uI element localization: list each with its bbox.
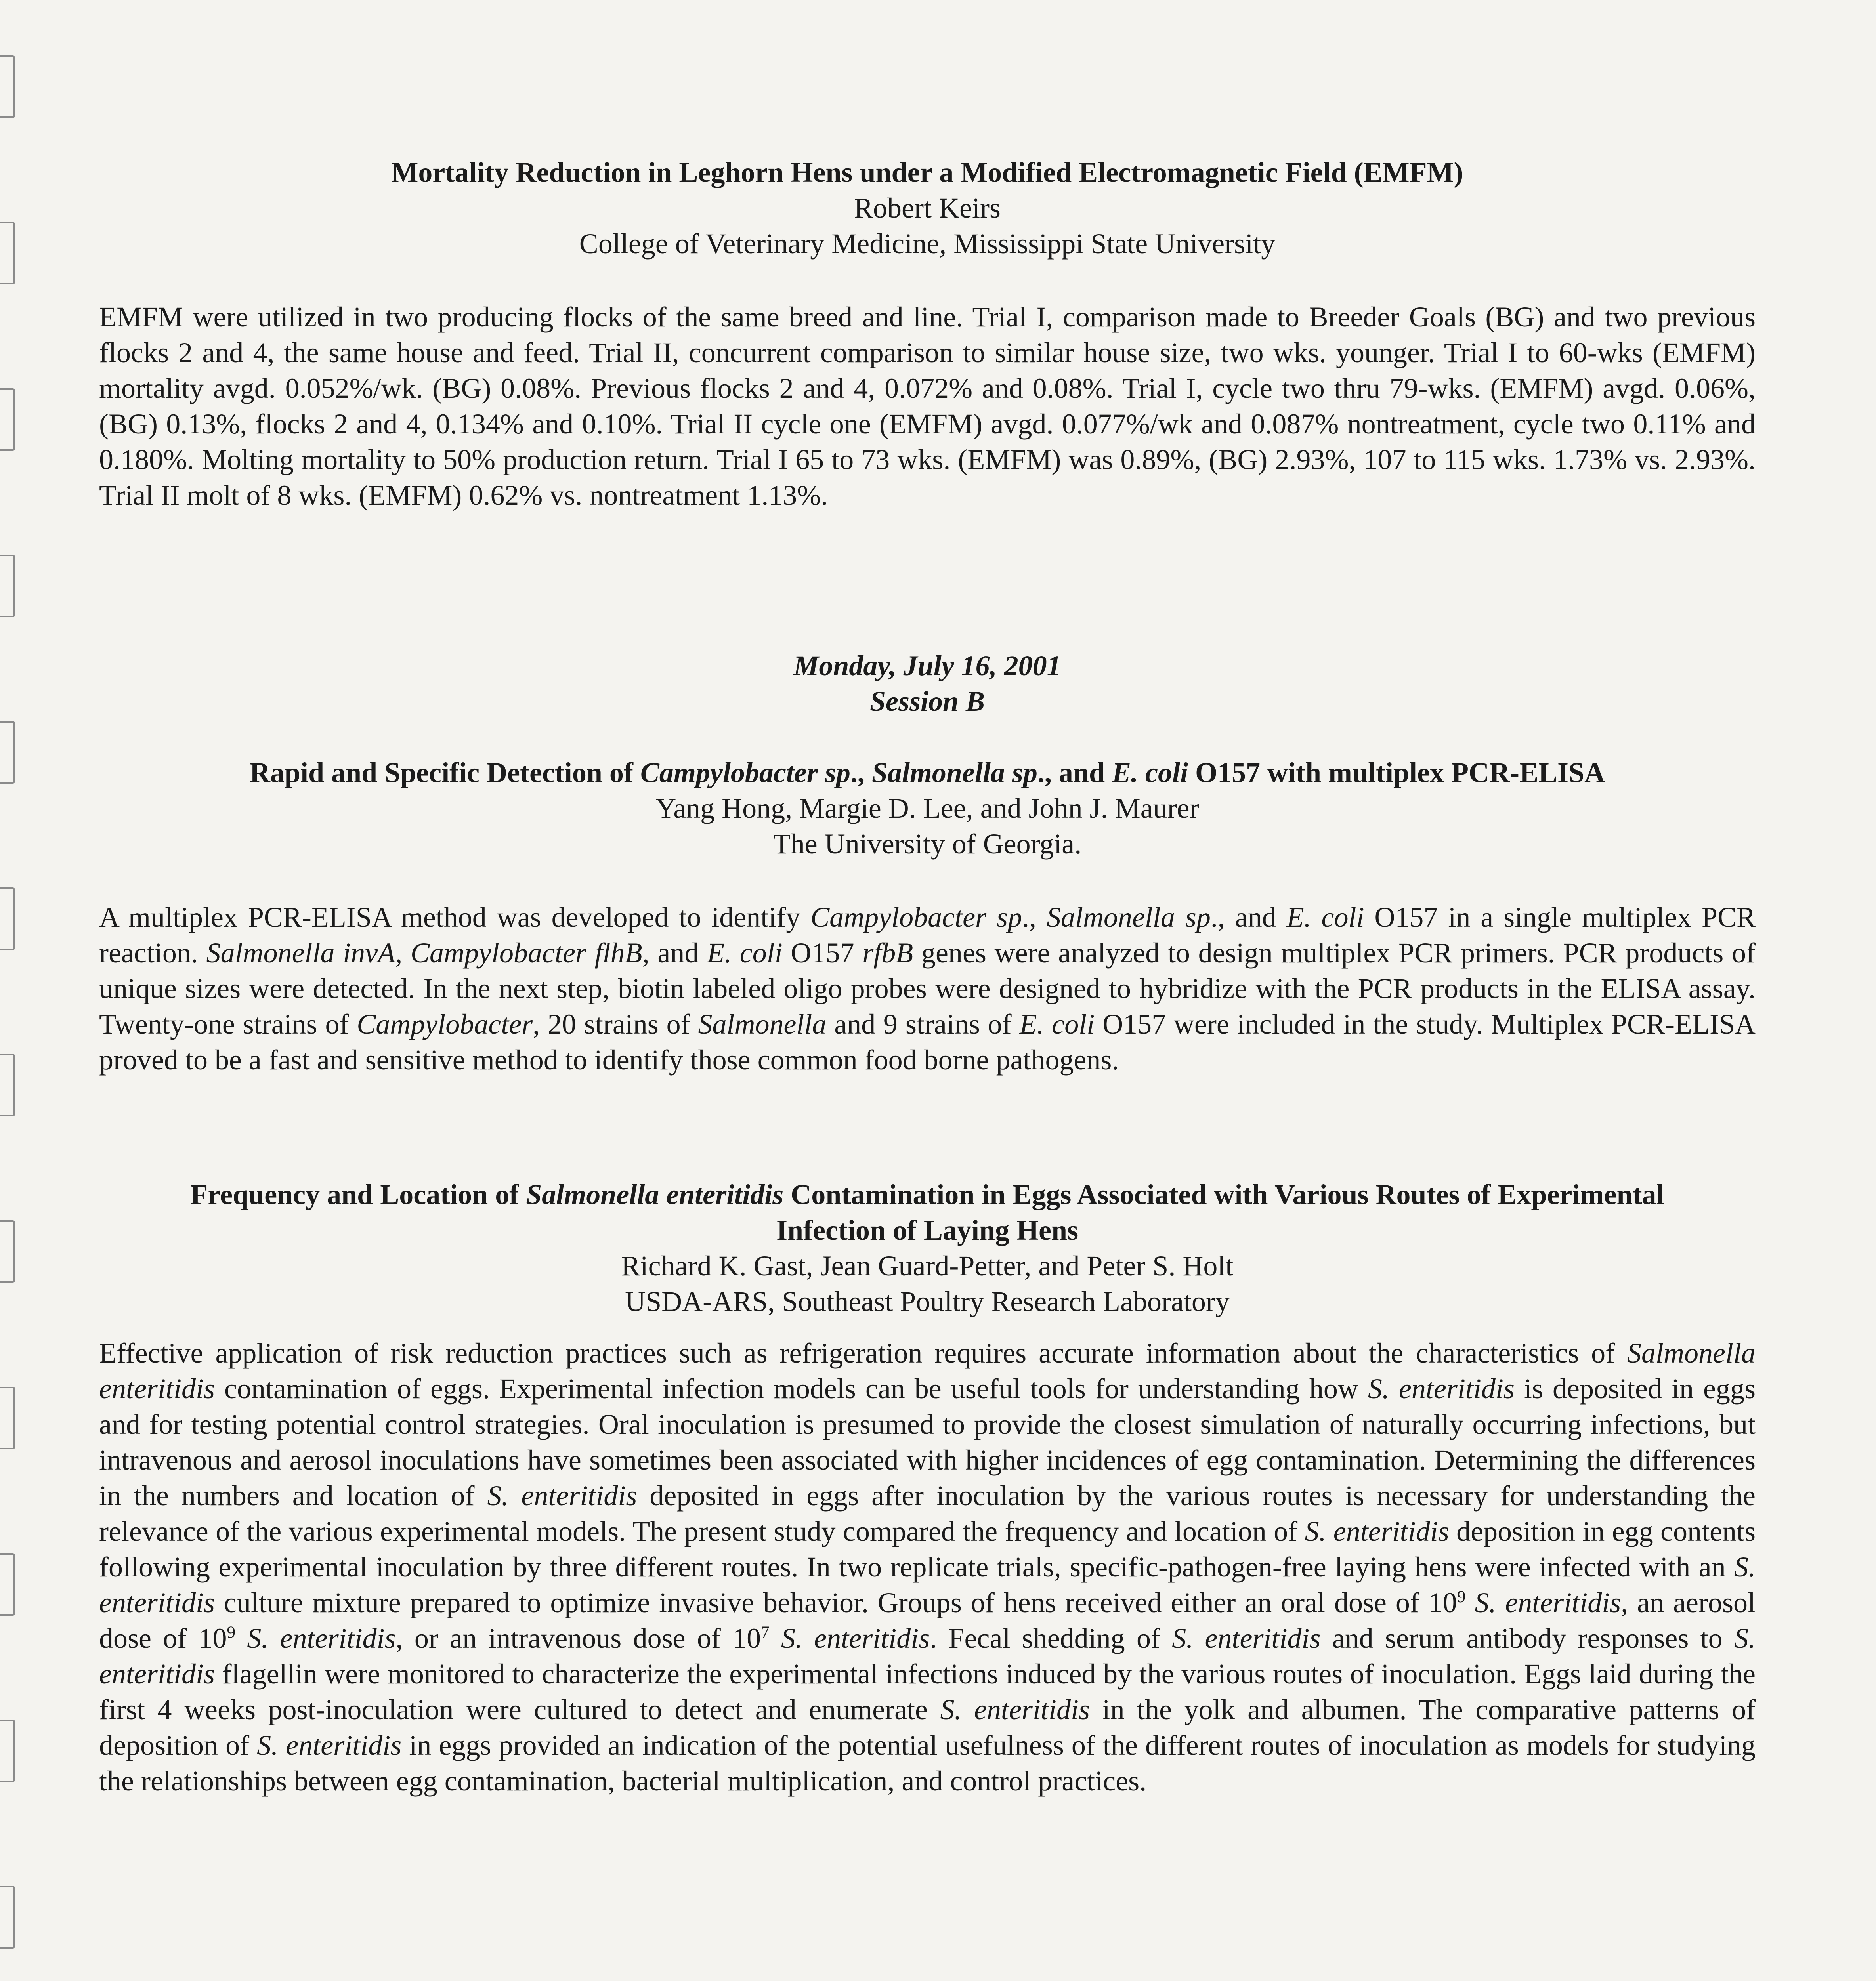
binding-ring	[0, 1720, 15, 1782]
article-abstract: A multiplex PCR-ELISA method was developed to identify Campylobacter sp., Salmonella sp., and E. coli O157 in a single multiplex PCR reaction. Salmonella invA, Campylobacter flhB, and E. coli O157 rfbB genes were analyzed to design multiplex PCR primers. PCR products of unique sizes were detected. In the next step, biotin labeled oligo probes were designed to hybridize with the PCR products in the ELISA assay. Twenty-one strains of Campylobacter, 20 strains of Salmonella and 9 strains of E. coli O157 were included in the study. Multiplex PCR-ELISA proved to be a fast and sensitive method to identify those common food borne pathogens.	[99, 901, 1756, 1076]
article-emfm	[99, 155, 1756, 513]
session-date: Monday, July 16, 2001	[793, 650, 1061, 681]
article-affiliation: USDA-ARS, Southeast Poultry Research Laboratory	[625, 1286, 1230, 1317]
article-title: Frequency and Location of Salmonella enteritidis Contamination in Eggs Associated with Various Routes of Experimental Infection of Laying Hens	[190, 1179, 1664, 1246]
binding-ring	[0, 1220, 15, 1283]
binding-ring	[0, 222, 15, 284]
article-affiliation: The University of Georgia.	[773, 828, 1082, 860]
document-page	[99, 155, 1756, 1799]
binding-ring	[0, 1886, 15, 1949]
article-authors: Richard K. Gast, Jean Guard-Petter, and Peter S. Holt	[621, 1250, 1234, 1282]
session-name: Session B	[869, 685, 985, 717]
article-salmonella-eggs	[99, 1177, 1756, 1799]
article-pcr-elisa	[99, 755, 1756, 1078]
article-title: Rapid and Specific Detection of Campylobacter sp., Salmonella sp., and E. coli O157 with multiplex PCR-ELISA	[249, 757, 1605, 788]
binding-ring	[0, 555, 15, 617]
binding-ring	[0, 55, 15, 118]
article-authors: Yang Hong, Margie D. Lee, and John J. Maurer	[655, 792, 1199, 824]
article-title: Mortality Reduction in Leghorn Hens under a Modified Electromagnetic Field (EMFM)	[391, 156, 1463, 188]
article-affiliation: College of Veterinary Medicine, Mississippi State University	[579, 228, 1276, 260]
spiral-binding	[0, 0, 24, 1981]
binding-ring	[0, 388, 15, 451]
article-author: Robert Keirs	[854, 192, 1001, 224]
binding-ring	[0, 1387, 15, 1449]
binding-ring	[0, 721, 15, 784]
binding-ring	[0, 887, 15, 950]
binding-ring	[0, 1054, 15, 1116]
session-header	[99, 648, 1756, 719]
binding-ring	[0, 1553, 15, 1616]
article-abstract: Effective application of risk reduction practices such as refrigeration requires accurate information about the characteristics of Salmonella enteritidis contamination of eggs. Experimental infection models can be useful tools for understanding how S. enteritidis is deposited in eggs and for testing potential control strategies. Oral inoculation is presumed to provide the closest simulation of naturally occurring infections, but intravenous and aerosol inoculations have sometimes been associated with higher incidences of egg contamination. Determining the differences in the numbers and location of S. enteritidis deposited in eggs after inoculation by the various routes is necessary for understanding the relevance of the various experimental models. The present study compared the frequency and location of S. enteritidis deposition in egg contents following experimental inoculation by three different routes. In two replicate trials, specific-pathogen-free laying hens were infected with an S. enteritidis culture mixture prepared to optimize invasive behavior. Groups of hens received either an oral dose of $10^9$ S. enteritidis, an aerosol dose of $10^9$ S. enteritidis, or an intravenous dose of $10^7$ S. enteritidis. Fecal shedding of S. enteritidis and serum antibody responses to S. enteritidis flagellin were monitored to characterize the experimental infections induced by the various routes of inoculation. Eggs laid during the first 4 weeks post-inoculation were cultured to detect and enumerate S. enteritidis in the yolk and albumen. The comparative patterns of deposition of S. enteritidis in eggs provided an indication of the potential usefulness of the different routes of inoculation as models for studying the relationships between egg contamination, bacterial multiplication, and control practices.	[99, 1337, 1756, 1797]
article-abstract: EMFM were utilized in two producing flocks of the same breed and line. Trial I, comparison made to Breeder Goals (BG) and two previous flocks 2 and 4, the same house and feed. Trial II, concurrent comparison to similar house size, two wks. younger. Trial I to 60-wks (EMFM) mortality avgd. 0.052%/wk. (BG) 0.08%. Previous flocks 2 and 4, 0.072% and 0.08%. Trial I, cycle two thru 79-wks. (EMFM) avgd. 0.06%, (BG) 0.13%, flocks 2 and 4, 0.134% and 0.10%. Trial II cycle one (EMFM) avgd. 0.077%/wk and 0.087% nontreatment, cycle two 0.11% and 0.180%. Molting mortality to 50% production return. Trial I 65 to 73 wks. (EMFM) was 0.89%, (BG) 2.93%, 107 to 115 wks. 1.73% vs. 2.93%. Trial II molt of 8 wks. (EMFM) 0.62% vs. nontreatment 1.13%.	[99, 301, 1756, 511]
